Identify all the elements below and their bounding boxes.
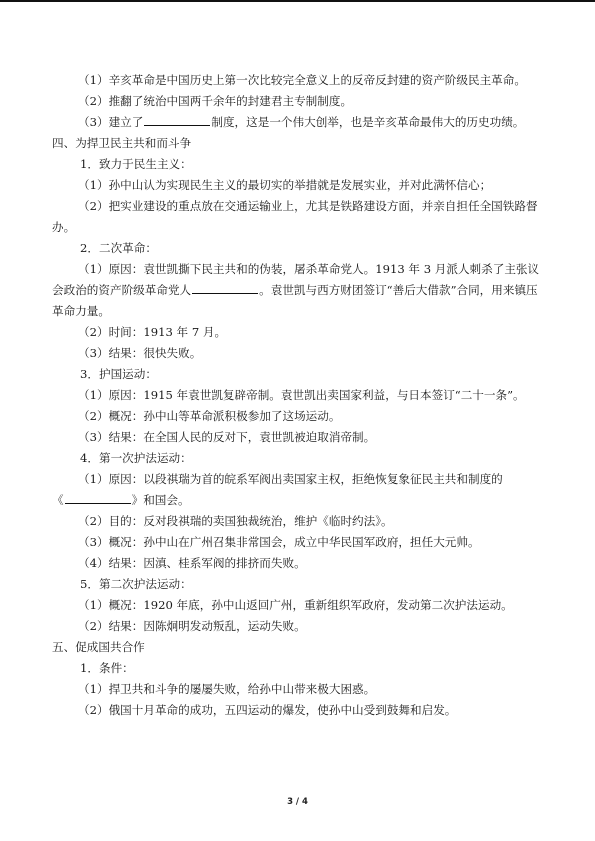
- paragraph-line: [52, 112, 546, 133]
- line-text: 《: [52, 493, 64, 507]
- fill-in-blank: [192, 281, 258, 294]
- paragraph-line: （3）概况：孙中山在广州召集非常国会，成立中华民国军政府，担任大元帅。: [78, 535, 480, 549]
- subsection-heading: 3．护国运动：: [80, 367, 157, 381]
- paragraph-line: （2）推翻了统治中国两千余年的封建君主专制制度。: [78, 94, 353, 108]
- fill-in-blank: [144, 113, 210, 126]
- paragraph-line: [52, 259, 546, 322]
- top-border-line: [0, 0, 595, 2]
- line-text: 制度，这是一个伟大创举，也是辛亥革命最伟大的历史功绩。: [211, 115, 525, 129]
- line-text: （3）建立了: [78, 115, 144, 129]
- section-heading: 四、为捍卫民主共和而斗争: [52, 136, 192, 150]
- paragraph-line: （1）辛亥革命是中国历史上第一次比较完全意义上的反帝反封建的资产阶级民主革命。: [78, 73, 526, 87]
- paragraph-line: [52, 196, 546, 238]
- line-text: 》和国会。: [131, 493, 190, 507]
- line-text: （1）原因：袁世凯撕下民主共和的伪装，屠杀革命党人。1913 年 3 月派人刺杀了主张议会政治的资产阶级革命党人: [52, 262, 540, 297]
- subsection-heading: 1．致力于民生主义：: [80, 157, 192, 171]
- paragraph-line: （1）原因：1915 年袁世凯复辟帝制。袁世凯出卖国家利益，与日本签订“二十一条”。: [78, 388, 525, 402]
- paragraph-line: （2）俄国十月革命的成功，五四运动的爆发，使孙中山受到鼓舞和启发。: [78, 703, 457, 717]
- paragraph-line: （4）结果：因滇、桂系军阀的排挤而失败。: [78, 556, 306, 570]
- subsection-heading: 2．二次革命：: [80, 241, 157, 255]
- paragraph-line: （3）结果：很快失败。: [78, 346, 202, 360]
- paragraph-line: （1）原因：以段祺瑞为首的皖系军阀出卖国家主权，拒绝恢复象征民主共和制度的: [78, 472, 503, 486]
- fill-in-blank: [65, 491, 131, 504]
- paragraph-line: （1）孙中山认为实现民生主义的最切实的举措就是发展实业，并对此满怀信心；: [78, 178, 492, 192]
- paragraph-line: （1）概况：1920 年底，孙中山返回广州，重新组织军政府，发动第二次护法运动。: [78, 598, 513, 612]
- paragraph-line: （2）目的：反对段祺瑞的卖国独裁统治，维护《临时约法》。: [78, 514, 393, 528]
- page-number: 3 / 4: [287, 797, 308, 807]
- paragraph-line: （2）概况：孙中山等革命派积极参加了这场运动。: [78, 409, 341, 423]
- document-body: [52, 70, 546, 721]
- line-text: （2）把实业建设的重点放在交通运输业上，尤其是铁路建设方面，并亲自担任全国铁路督办。: [52, 199, 538, 234]
- subsection-heading: 1．条件：: [80, 661, 134, 675]
- paragraph-line: （3）结果：在全国人民的反对下，袁世凯被迫取消帝制。: [78, 430, 376, 444]
- paragraph-line: （2）结果：因陈炯明发动叛乱，运动失败。: [78, 619, 306, 633]
- subsection-heading: 5．第二次护法运动：: [80, 577, 192, 591]
- section-heading: 五、促成国共合作: [52, 640, 145, 654]
- paragraph-line: （2）时间：1913 年 7 月。: [78, 325, 227, 339]
- subsection-heading: 4．第一次护法运动：: [80, 451, 192, 465]
- line-text: 。袁世凯与西方财团签订“善后大借款”合同，用来镇压革命力量。: [52, 283, 538, 318]
- paragraph-line: [52, 490, 546, 511]
- paragraph-line: （1）捍卫共和斗争的屡屡失败，给孙中山带来极大困惑。: [78, 682, 376, 696]
